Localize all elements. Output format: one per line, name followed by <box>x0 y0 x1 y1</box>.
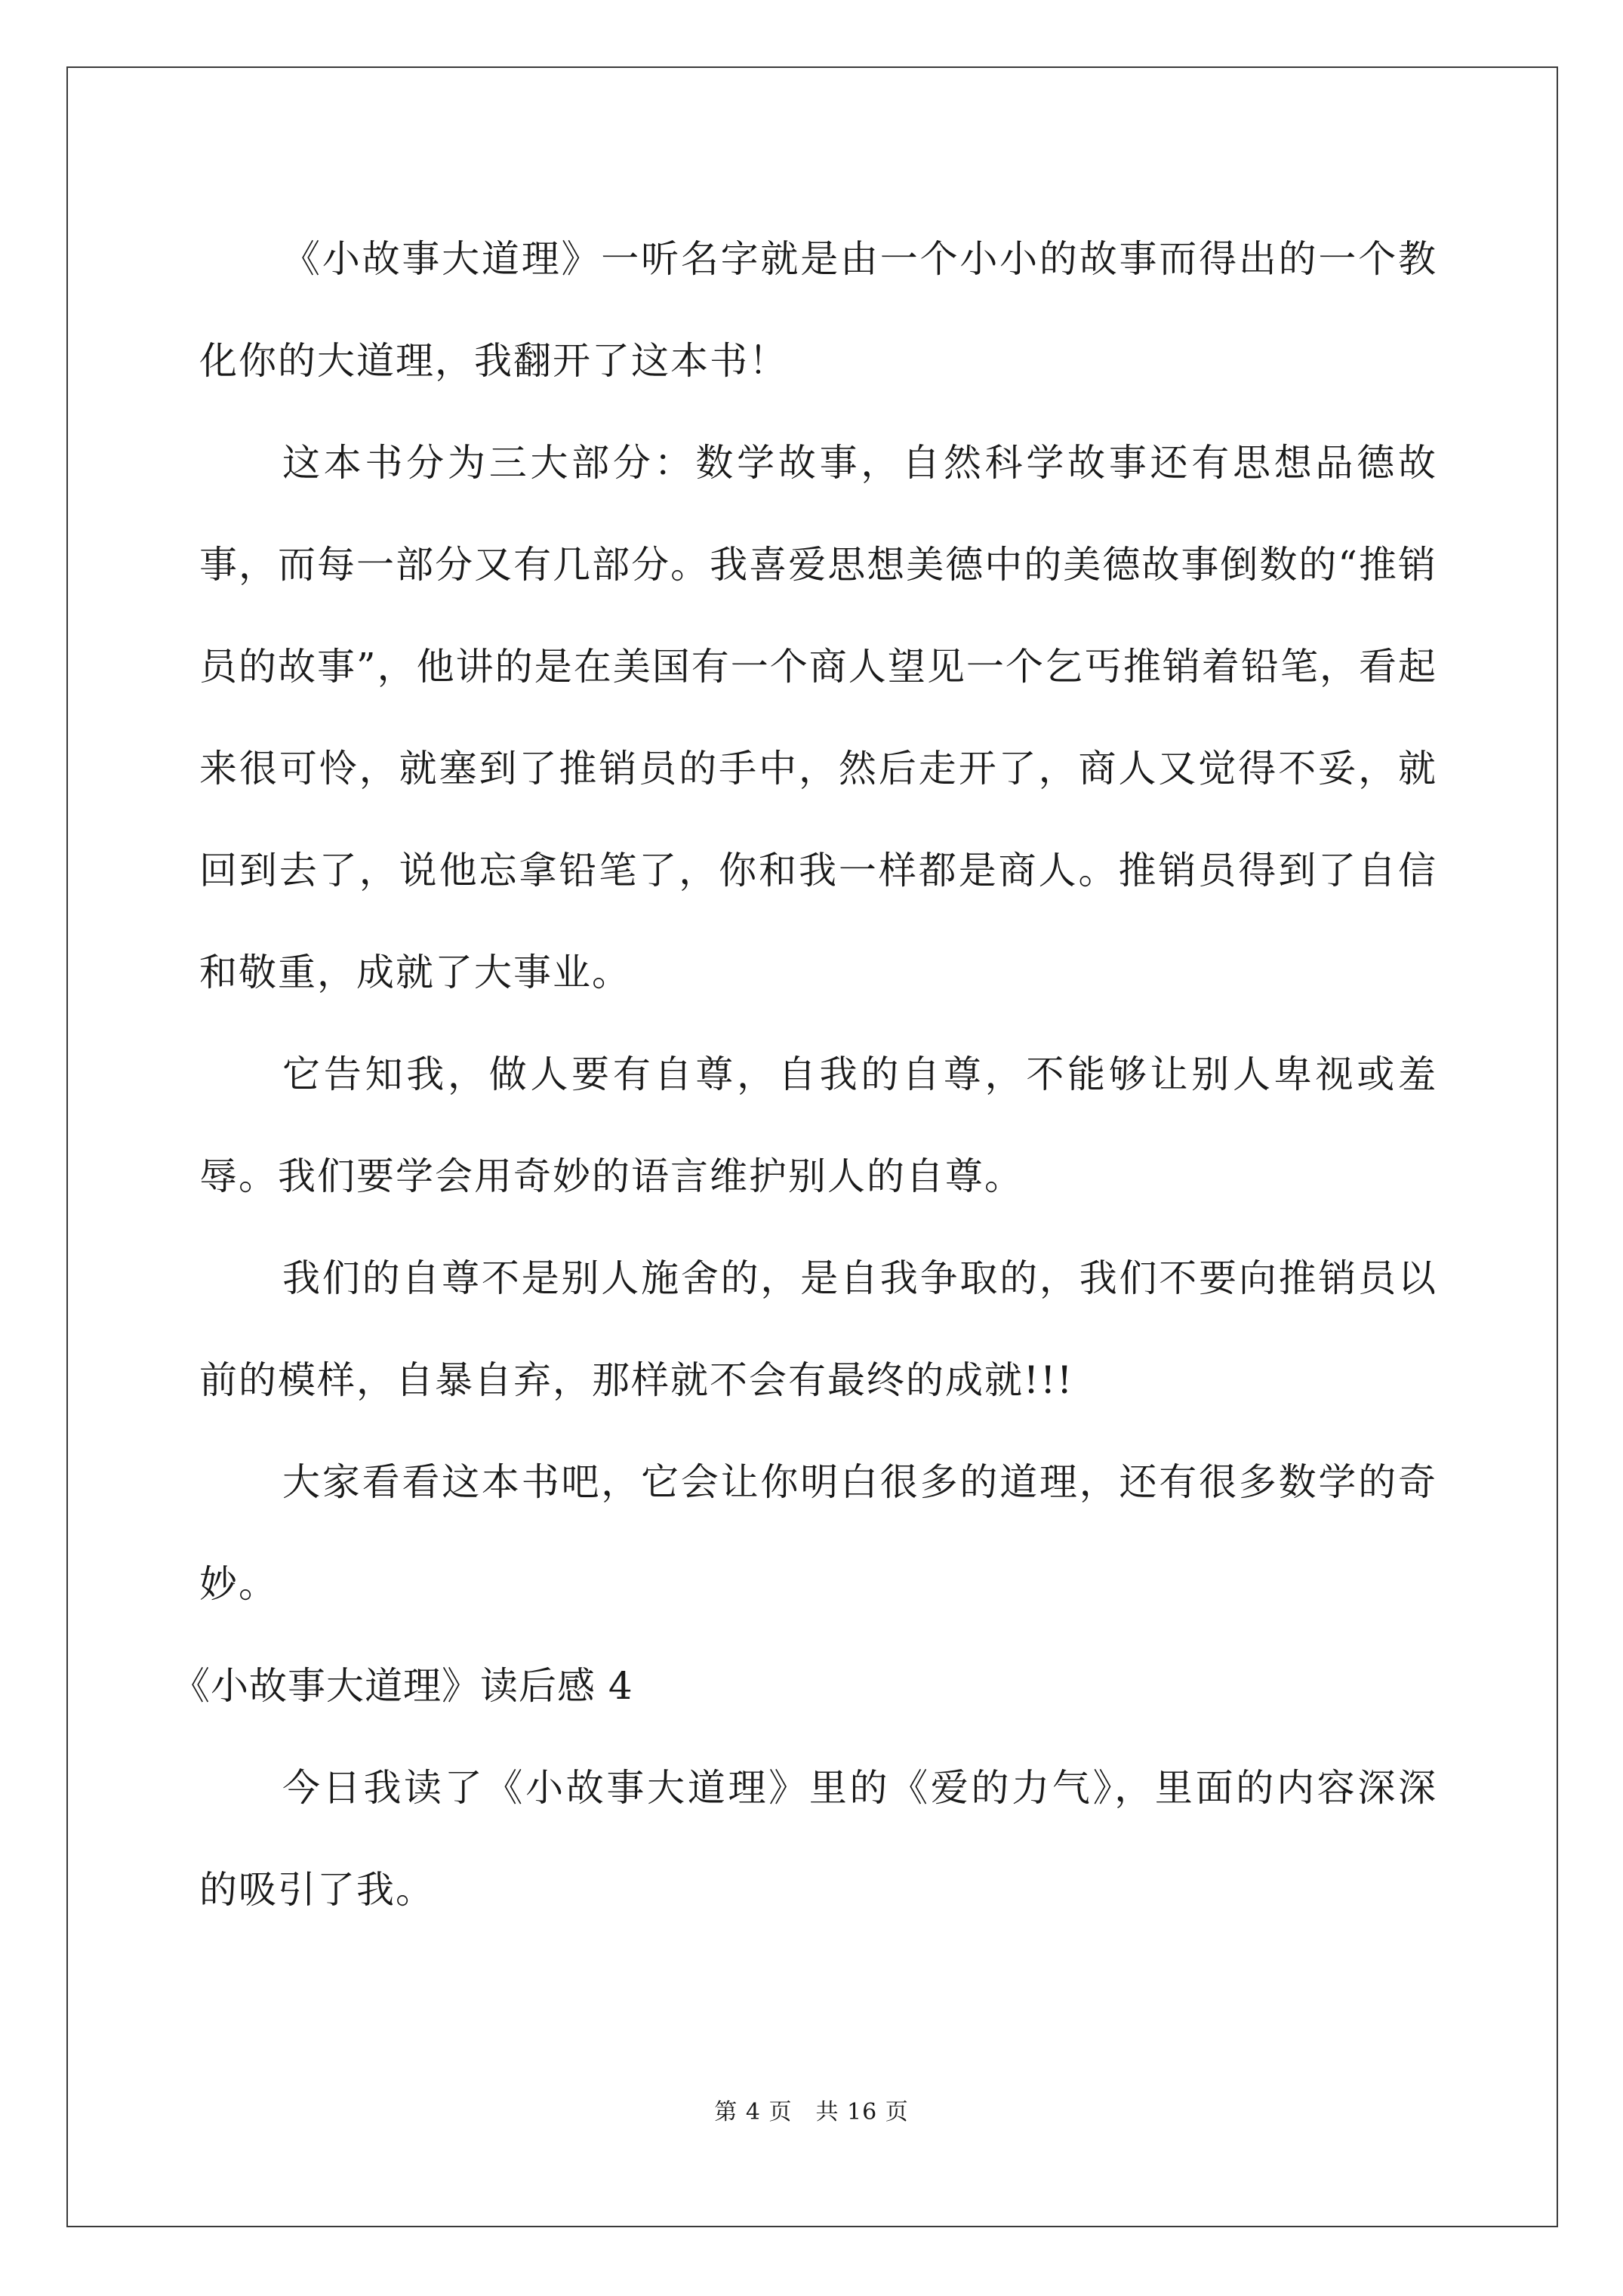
section-heading: 《小故事大道理》读后感 4 <box>172 1664 633 1708</box>
paragraph: 这本书分为三大部分：数学故事，自然科学故事还有思想品德故事，而每一部分又有几部分。我喜爱思想美德中的美德故事倒数的“推销员的故事”，他讲的是在美国有一个商人望见一个乞丐推销着铅笔，看起来很可怜，就塞到了推销员的手中，然后走开了，商人又觉得不妥，就回到去了，说他忘拿铅笔了，你和我一样都是商人。推销员得到了自信和敬重，成就了大事业。 <box>199 441 1437 994</box>
paragraph: 《小故事大道理》一听名字就是由一个小小的故事而得出的一个教化你的大道理，我翻开了这本书！ <box>199 237 1437 383</box>
paragraph: 它告知我，做人要有自尊，自我的自尊，不能够让别人卑视或羞辱。我们要学会用奇妙的语言维护别人的自尊。 <box>199 1052 1437 1198</box>
paragraph: 今日我读了《小故事大道理》里的《爱的力气》，里面的内容深深的吸引了我。 <box>199 1766 1437 1912</box>
page-number-footer: 第 4 页 共 16 页 <box>714 2099 909 2125</box>
paragraph: 大家看看这本书吧，它会让你明白很多的道理，还有很多数学的奇妙。 <box>199 1460 1437 1606</box>
document-body <box>172 208 1437 1941</box>
paragraph: 我们的自尊不是别人施舍的，是自我争取的，我们不要向推销员以前的模样，自暴自弃，那样就不会有最终的成就!!! <box>199 1256 1437 1402</box>
